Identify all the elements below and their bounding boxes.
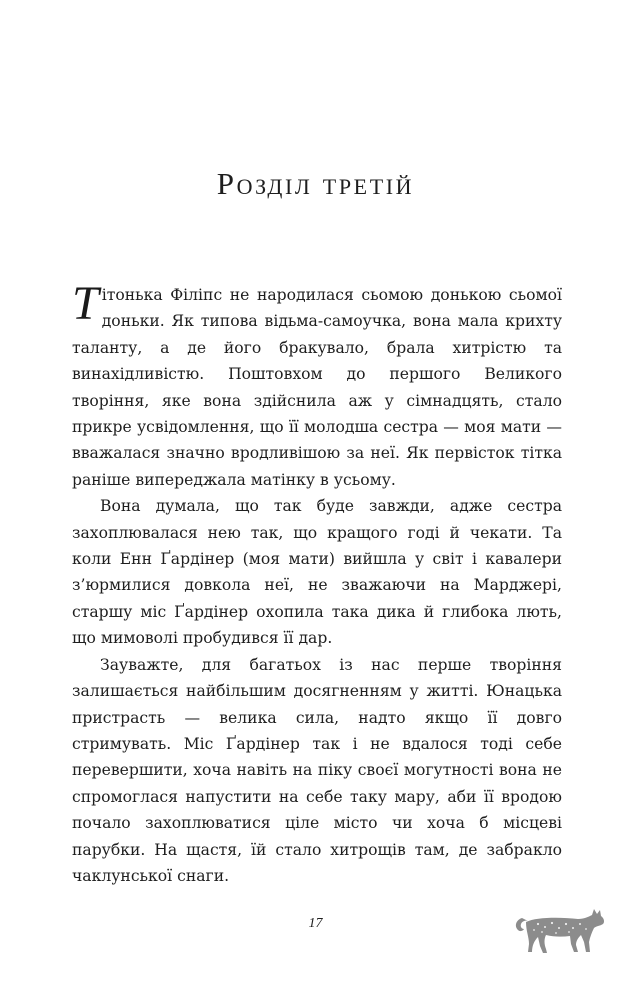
drop-cap: Т <box>72 277 99 330</box>
chapter-body <box>72 277 562 889</box>
paragraph <box>72 493 562 651</box>
page-number: 17 <box>308 916 323 931</box>
chapter-title: Розділ третій <box>216 166 415 201</box>
paragraph <box>72 277 562 493</box>
cat-icon <box>512 904 608 956</box>
paragraph-text: ітонька Філіпс не народилася сьомою донькою сьомої доньки. Як типова відьма-самоучка, вона мала крихту таланту, а де його бракувало, брала хитрістю та винахідливістю. Поштовхом до першого Великого творіння, яке вона здійснила аж у сімнадцять, стало прикре усвідомлення, що її молодша сестра — моя мати — вважалася значно вродливішою за неї. Як первісток тітка раніше випереджала матінку в усьому. <box>72 286 562 489</box>
paragraph-text: Вона думала, що так буде завжди, адже сестра захоплювалася нею так, що кращого годі й чекати. Та коли Енн Ґардінер (моя мати) вийшла у світ і кавалери з’юрмилися довкола неї, не зважаючи на Марджері, старшу міс Ґардінер охопила така дика й глибока лють, що мимоволі пробудився її дар. <box>72 497 562 648</box>
paragraph-text: Зауважте, для багатьох із нас перше творіння залишається найбільшим досягненням у житті. Юнацька пристрасть — велика сила, надто якщо її довго стримувать. Міс Ґардінер так і не вдалося тоді себе перевершити, хоча навіть на піку своєї могутності вона не спромоглася напустити на себе таку мару, аби її вродою почало захоплюватися ціле місто чи хоча б місцеві парубки. На щастя, їй стало хитрощів там, де забракло чаклунської снаги. <box>72 655 562 885</box>
paragraph <box>72 652 562 890</box>
